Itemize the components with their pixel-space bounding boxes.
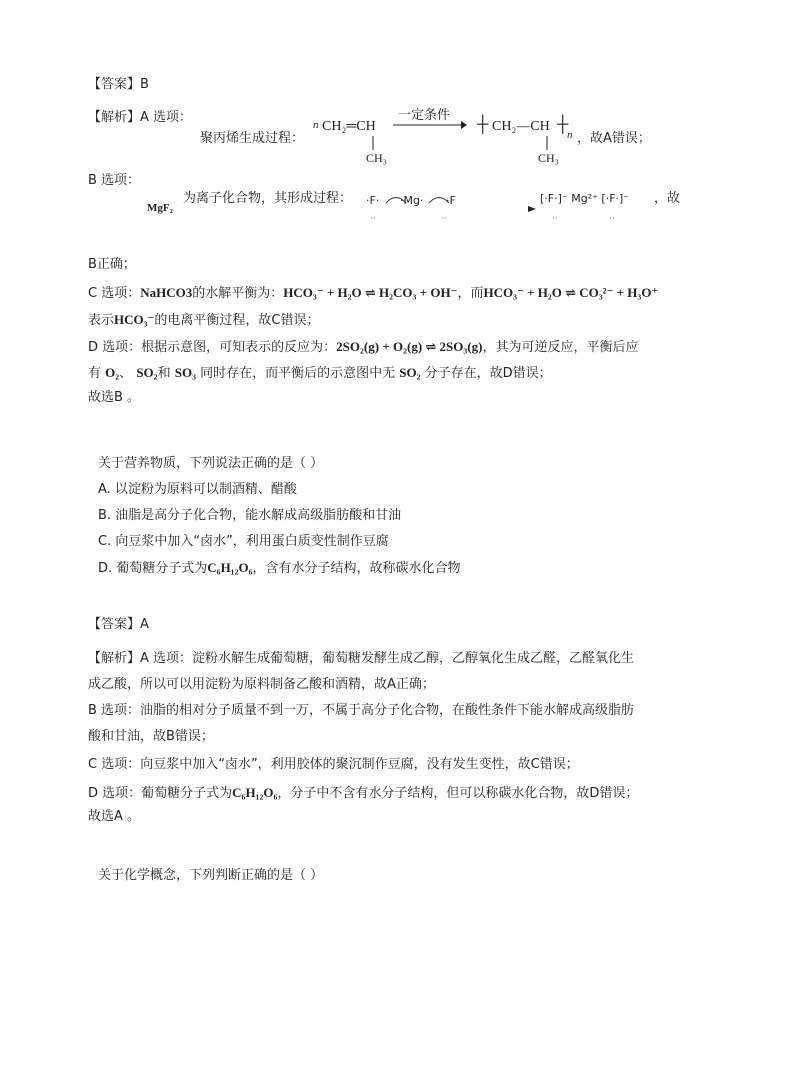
q2-option-a: A. 以淀粉为原料可以制酒精、醋酸 bbox=[98, 482, 297, 497]
bicarbonate-ion: HCO₃⁻ bbox=[114, 312, 155, 327]
q2-option-d: D. 葡萄糖分子式为C₆H₁₂O₆，含有水分子结构，故称碳水化合物 bbox=[98, 560, 461, 576]
glucose-formula: C₆H₁₂O₆ bbox=[207, 560, 253, 575]
q2-analysis-line-1: 【解析】A 选项：淀粉水解生成葡萄糖，葡萄糖发酵生成乙醇，乙醇氧化生成乙醛，乙醛氧化生 bbox=[88, 651, 635, 666]
q1-option-a-desc: 聚丙烯生成过程： bbox=[200, 131, 305, 146]
q1-conclusion: 故选B 。 bbox=[88, 390, 141, 405]
option-d-line-1: D 选项：根据示意图，可知表示的反应为：2SO₂(g) + O₂(g) ⇌ 2SO₃(g)，其为可逆反应，平衡后应 bbox=[88, 339, 639, 355]
analysis-label: 【解析】 bbox=[88, 110, 141, 125]
q2-analysis-line-6: D 选项：葡萄糖分子式为C₆H₁₂O₆，分子中不含有水分子结构，但可以称碳水化合物，故D错误； bbox=[88, 785, 639, 801]
reaction-arrow bbox=[393, 121, 467, 129]
glucose-formula-2: C₆H₁₂O₆ bbox=[232, 785, 278, 800]
q2-analysis-line-2: 成乙酸，所以可以用淀粉为原料制备乙酸和酒精，故A正确； bbox=[88, 677, 435, 692]
q2-conclusion: 故选A 。 bbox=[88, 809, 141, 824]
electron-dot-formation: ·F· bbox=[366, 194, 380, 207]
fluoride-ion-1: [·F·]⁻ bbox=[540, 192, 568, 205]
option-d-line-2: 有 O₂、 SO₂和 SO₃ 同时存在，而平衡后的示意图中无 SO₂ 分子存在，故D错误； bbox=[88, 365, 552, 381]
q2-analysis-line-4: 酸和甘油，故B错误； bbox=[88, 729, 214, 744]
magnesium-ion: Mg²⁺ bbox=[571, 192, 598, 205]
product-bracket-left: ┼ bbox=[477, 116, 489, 133]
option-c-line-1: C 选项：NaHCO3的水解平衡为：HCO₃⁻ + H₂O ⇌ H₂CO₃ + OH⁻，而HCO₃⁻ + H₂O ⇌ CO₃²⁻ + H₃O⁺ bbox=[88, 285, 659, 301]
option-a-tail: ，故A错误； bbox=[577, 131, 651, 146]
q1-analysis-a bbox=[88, 109, 192, 127]
ionization-equation: HCO₃⁻ + H₂O ⇌ CO₃²⁻ + H₃O⁺ bbox=[483, 285, 659, 300]
option-b-desc: 为离子化合物，其形成过程： bbox=[183, 191, 353, 206]
q2-answer: 【答案】A bbox=[88, 617, 149, 632]
so2-equation: 2SO₂(g) + O₂(g) ⇌ 2SO₃(g) bbox=[336, 339, 483, 354]
reactant-n: n bbox=[313, 119, 319, 131]
dots-under-product: ·· ·· bbox=[552, 214, 615, 224]
q2-analysis-line-5: C 选项：向豆浆中加入“卤水”，利用胶体的聚沉制作豆腐，没有发生变性，故C错误； bbox=[88, 757, 579, 772]
fluorine-atom-1: F bbox=[369, 194, 376, 207]
product-n: n bbox=[567, 129, 573, 141]
reaction-condition: 一定条件 bbox=[398, 108, 451, 123]
dots-under: ·· ·· bbox=[370, 214, 448, 224]
product-bracket-right: ┼ bbox=[557, 116, 569, 133]
q3-stem: 关于化学概念，下列判断正确的是（ ） bbox=[98, 868, 324, 883]
q1-answer: 【答案】B bbox=[88, 77, 149, 92]
reactant-branch-line bbox=[372, 136, 374, 150]
option-c-line-2: 表示HCO₃⁻的电离平衡过程，故C错误； bbox=[88, 312, 320, 328]
q2-option-c: C. 向豆浆中加入“卤水”，利用蛋白质变性制作豆腐 bbox=[98, 534, 389, 549]
fluoride-ion-2: [·F·]⁻ bbox=[601, 192, 630, 205]
option-a-label: A 选项： bbox=[140, 110, 193, 125]
option-b-tail-2: B正确； bbox=[88, 257, 136, 272]
product-formula: CH₂—CH bbox=[492, 119, 550, 134]
q2-analysis-line-3: B 选项：油脂的相对分子质量不到一万，不属于高分子化合物，在酸性条件下能水解成高级脂肪 bbox=[88, 703, 635, 718]
option-b-formula: MgF₂ bbox=[147, 202, 173, 214]
fluorine-atom-2: ·F bbox=[446, 194, 456, 207]
option-b-tail: ，故 bbox=[654, 191, 681, 206]
product-substituent: CH₃ bbox=[538, 151, 559, 165]
magnesium-atom: ·Mg· bbox=[400, 194, 424, 207]
ionic-product bbox=[540, 190, 629, 208]
option-b-label: B 选项： bbox=[88, 173, 141, 188]
hydrolysis-equation: HCO₃⁻ + H₂O ⇌ H₂CO₃ + OH⁻ bbox=[283, 285, 458, 300]
reactant-formula: CH₂═CH bbox=[322, 119, 376, 134]
product-branch-line bbox=[546, 136, 548, 150]
q2-option-b: B. 油脂是高分子化合物，能水解成高级脂肪酸和甘油 bbox=[98, 508, 402, 523]
q2-stem: 关于营养物质，下列说法正确的是（ ） bbox=[98, 456, 324, 471]
nahco3-formula: NaHCO3 bbox=[140, 285, 193, 300]
reactant-substituent: CH₃ bbox=[366, 151, 387, 165]
formation-arrow bbox=[528, 206, 536, 212]
